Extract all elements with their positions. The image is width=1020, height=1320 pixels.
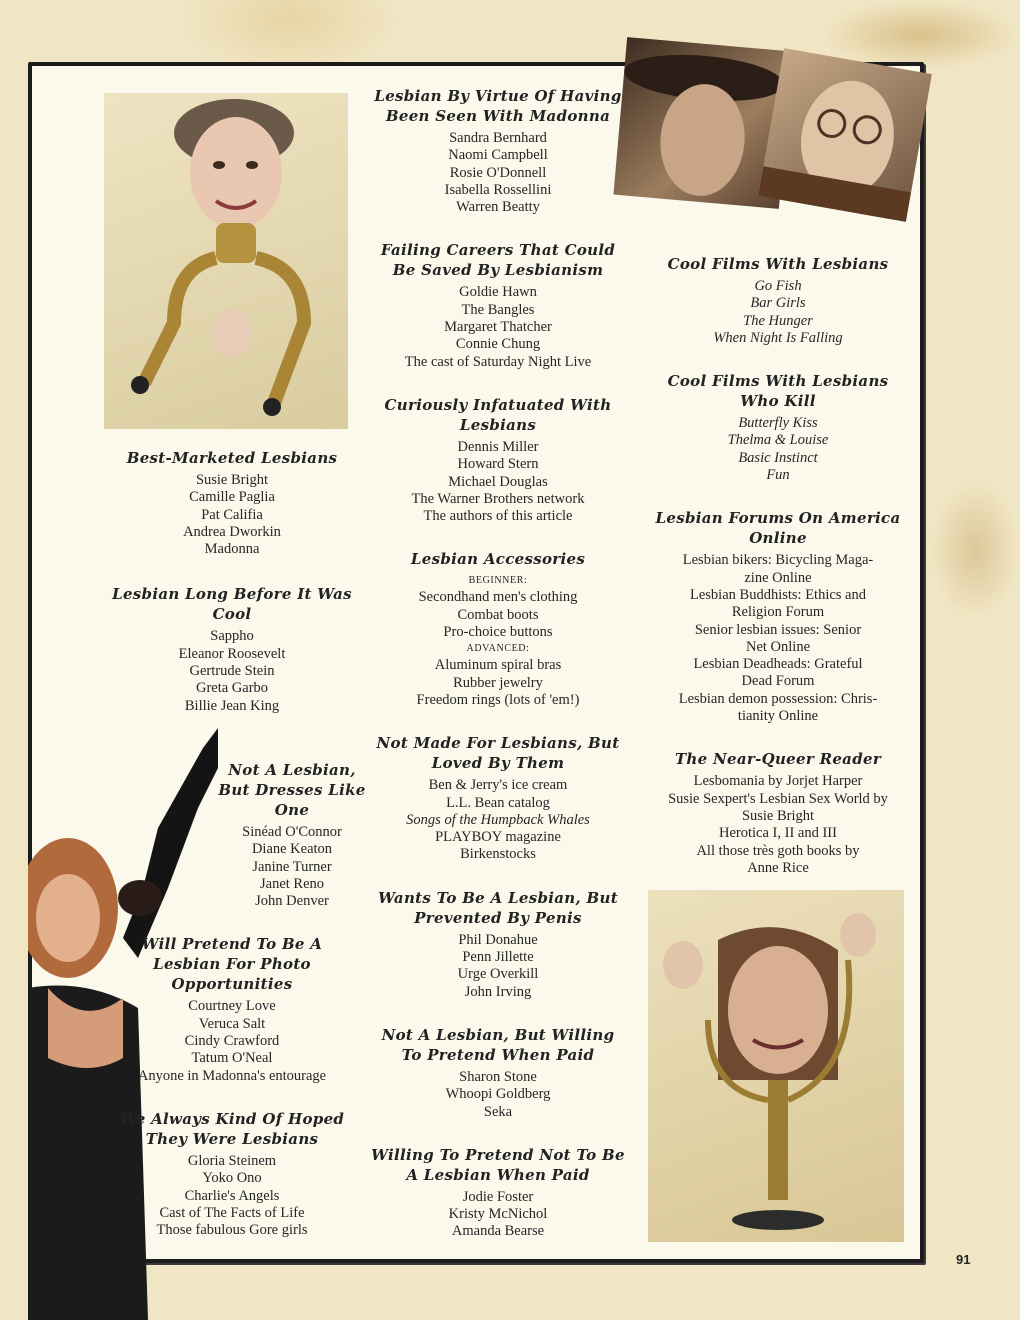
list-item: Lesbian Buddhists: Ethics and bbox=[690, 586, 866, 603]
list-item: PLAYBOY magazine bbox=[435, 829, 561, 846]
name-list bbox=[370, 130, 626, 216]
list-item: Lesbian Deadheads: Grateful bbox=[693, 656, 863, 673]
list-item: The Hunger bbox=[743, 312, 813, 329]
list-section bbox=[112, 1109, 352, 1239]
list-item: Lesbian demon possession: Chris- bbox=[678, 690, 878, 707]
list-item: Senior lesbian issues: Senior bbox=[694, 621, 862, 638]
list-item: Go Fish bbox=[754, 278, 802, 294]
middle-column bbox=[370, 86, 626, 1241]
list-item: Isabella Rossellini bbox=[444, 181, 552, 198]
list-item: Michael Douglas bbox=[448, 473, 548, 490]
list-section bbox=[112, 934, 352, 1084]
name-list bbox=[112, 628, 352, 714]
list-item: Seka bbox=[483, 1103, 513, 1120]
right-column bbox=[652, 254, 904, 877]
list-item: zine Online bbox=[744, 569, 812, 586]
list-item: Herotica I, II and III bbox=[719, 825, 837, 842]
list-item: Anyone in Madonna's entourage bbox=[137, 1067, 327, 1084]
list-section bbox=[370, 888, 626, 1001]
list-item: Pat Califia bbox=[201, 506, 263, 523]
portrait-illustration bbox=[758, 48, 932, 222]
list-section bbox=[370, 86, 626, 216]
list-item: Janine Turner bbox=[252, 858, 332, 875]
name-list bbox=[370, 1189, 626, 1241]
list-item: Goldie Hawn bbox=[459, 284, 537, 301]
collage-photo-woman-machine bbox=[104, 93, 348, 429]
photo-portrait-glasses bbox=[758, 48, 932, 222]
list-section bbox=[172, 760, 372, 910]
section-heading: Lesbian Accessories bbox=[410, 550, 586, 569]
section-heading: Will Pretend To Be A Lesbian For Photo Opportunities bbox=[141, 935, 323, 994]
list-item: Jodie Foster bbox=[462, 1188, 534, 1205]
section-heading: The Near-Queer Reader bbox=[674, 750, 882, 769]
name-list bbox=[112, 1153, 352, 1239]
list-item: Sandra Bernhard bbox=[449, 130, 547, 146]
section-heading: Wants To Be A Lesbian, But Prevented By Penis bbox=[378, 888, 618, 927]
section-heading: Not Made For Lesbians, But Loved By Them bbox=[376, 734, 620, 773]
list-item: Pro-choice buttons bbox=[443, 624, 553, 641]
list-item: Lesbian bikers: Bicycling Maga- bbox=[682, 552, 874, 569]
name-list bbox=[652, 773, 904, 877]
list-item: Amanda Bearse bbox=[451, 1223, 545, 1240]
list-item: Ben & Jerry's ice cream bbox=[428, 777, 568, 794]
section-heading: We Always Kind Of Hoped They Were Lesbians bbox=[119, 1109, 345, 1148]
list-item: BEGINNER: bbox=[468, 575, 528, 587]
section-heading: Not A Lesbian, But Dresses Like One bbox=[218, 761, 366, 819]
list-item: Howard Stern bbox=[457, 456, 539, 473]
list-item: Secondhand men's clothing bbox=[418, 589, 578, 606]
list-section bbox=[112, 584, 352, 714]
list-item: Connie Chung bbox=[455, 336, 541, 353]
list-section bbox=[370, 240, 626, 370]
name-list bbox=[112, 998, 352, 1084]
list-item: Anne Rice bbox=[747, 859, 809, 876]
list-section bbox=[652, 508, 904, 725]
list-item: Charlie's Angels bbox=[184, 1187, 280, 1204]
list-item: Phil Donahue bbox=[458, 931, 538, 948]
section-heading: Failing Careers That Could Be Saved By Lesbianism bbox=[380, 241, 616, 280]
list-item: ADVANCED: bbox=[466, 643, 530, 655]
list-item: Eleanor Roosevelt bbox=[178, 645, 286, 662]
list-item: Basic Instinct bbox=[738, 449, 818, 466]
list-item: Thelma & Louise bbox=[727, 432, 829, 449]
list-item: Rubber jewelry bbox=[453, 674, 543, 691]
list-item: The authors of this article bbox=[423, 508, 573, 525]
list-item: Greta Garbo bbox=[195, 680, 269, 697]
list-item: Kristy McNichol bbox=[448, 1206, 548, 1223]
list-item: Warren Beatty bbox=[456, 199, 540, 216]
list-section bbox=[652, 749, 904, 877]
collage-illustration bbox=[648, 890, 904, 1242]
list-item: Andrea Dworkin bbox=[183, 523, 281, 540]
section-heading: Willing To Pretend Not To Be A Lesbian When Paid bbox=[371, 1145, 625, 1184]
name-list bbox=[370, 1069, 626, 1121]
list-section bbox=[370, 549, 626, 709]
list-item: Courtney Love bbox=[188, 998, 276, 1015]
collage-illustration bbox=[104, 93, 348, 429]
list-item: Rosie O'Donnell bbox=[449, 164, 547, 181]
name-list bbox=[370, 777, 626, 863]
list-item: Net Online bbox=[745, 638, 811, 655]
collage-photo-candelabra bbox=[648, 890, 904, 1242]
list-item: The Warner Brothers network bbox=[411, 490, 585, 507]
list-item: Billie Jean King bbox=[184, 697, 280, 714]
list-item: Dead Forum bbox=[741, 673, 815, 690]
list-item: Urge Overkill bbox=[457, 966, 539, 983]
section-heading: Lesbian Forums On America Online bbox=[655, 509, 901, 548]
list-item: Fun bbox=[766, 467, 790, 484]
list-section bbox=[112, 448, 352, 558]
section-heading: Lesbian By Virtue Of Having Been Seen With Madonna bbox=[374, 87, 622, 125]
list-item: Camille Paglia bbox=[189, 489, 275, 506]
section-heading: Best-Marketed Lesbians bbox=[126, 449, 338, 467]
list-item: Diane Keaton bbox=[251, 841, 333, 858]
list-item: Gertrude Stein bbox=[189, 663, 275, 680]
list-item: Combat boots bbox=[457, 606, 539, 623]
list-item: L.L. Bean catalog bbox=[446, 794, 550, 811]
list-item: Songs of the Humpback Whales bbox=[406, 811, 590, 828]
page-number: 91 bbox=[956, 1252, 971, 1267]
list-item: The cast of Saturday Night Live bbox=[404, 353, 592, 370]
list-item: When Night Is Falling bbox=[713, 329, 843, 346]
name-list bbox=[652, 552, 904, 725]
name-list bbox=[112, 472, 352, 558]
list-section bbox=[652, 371, 904, 484]
list-item: Dennis Miller bbox=[457, 438, 539, 455]
list-item: Sinéad O'Connor bbox=[242, 824, 342, 840]
list-item: Lesbomania by Jorjet Harper bbox=[693, 773, 863, 790]
list-item: Sappho bbox=[210, 628, 254, 645]
list-section bbox=[370, 1025, 626, 1121]
list-item: Bar Girls bbox=[750, 295, 806, 312]
list-item: Madonna bbox=[204, 541, 260, 558]
list-item: Cast of The Facts of Life bbox=[159, 1204, 305, 1221]
list-item: Those fabulous Gore girls bbox=[156, 1222, 308, 1239]
name-list bbox=[370, 439, 626, 525]
list-item: Susie Sexpert's Lesbian Sex World by bbox=[668, 790, 888, 807]
list-item: All those très goth books by bbox=[696, 842, 860, 859]
list-item: Tatum O'Neal bbox=[191, 1050, 273, 1067]
left-upper-column bbox=[112, 448, 352, 715]
name-list bbox=[370, 284, 626, 370]
paper-stain bbox=[930, 480, 1020, 620]
list-item: Whoopi Goldberg bbox=[445, 1086, 551, 1103]
list-item: Janet Reno bbox=[259, 875, 325, 892]
list-item: Religion Forum bbox=[731, 604, 825, 621]
list-item: Susie Bright bbox=[195, 472, 269, 488]
list-item: Butterfly Kiss bbox=[738, 415, 818, 432]
list-item: Freedom rings (lots of 'em!) bbox=[416, 691, 580, 708]
list-item: Gloria Steinem bbox=[187, 1152, 277, 1169]
list-item: Aluminum spiral bras bbox=[434, 657, 562, 674]
list-section bbox=[370, 395, 626, 525]
list-item: Penn Jillette bbox=[462, 949, 534, 966]
list-item: Yoko Ono bbox=[202, 1170, 262, 1187]
list-item: Naomi Campbell bbox=[448, 147, 548, 164]
section-heading: Not A Lesbian, But Willing To Pretend When Paid bbox=[381, 1025, 615, 1064]
list-section bbox=[370, 733, 626, 863]
list-item: Sharon Stone bbox=[459, 1068, 537, 1085]
name-list bbox=[370, 573, 626, 709]
section-heading: Cool Films With Lesbians Who Kill bbox=[667, 372, 889, 411]
list-item: Susie Bright bbox=[741, 807, 815, 824]
list-item: The Bangles bbox=[461, 301, 535, 318]
name-list bbox=[652, 278, 904, 347]
name-list bbox=[652, 415, 904, 484]
list-item: Veruca Salt bbox=[198, 1015, 266, 1032]
list-item: tianity Online bbox=[737, 708, 819, 725]
list-item: Cindy Crawford bbox=[184, 1033, 280, 1050]
list-section bbox=[370, 1145, 626, 1241]
name-list bbox=[370, 932, 626, 1001]
list-section bbox=[652, 254, 904, 347]
list-item: Birkenstocks bbox=[460, 846, 536, 863]
list-item: John Denver bbox=[255, 893, 329, 910]
section-heading: Cool Films With Lesbians bbox=[667, 255, 889, 273]
section-heading: Curiously Infatuated With Lesbians bbox=[384, 395, 612, 434]
left-lower-column bbox=[112, 760, 366, 1239]
list-item: John Irving bbox=[464, 983, 532, 1000]
name-list bbox=[212, 824, 372, 910]
section-heading: Lesbian Long Before It Was Cool bbox=[112, 585, 352, 624]
list-item: Margaret Thatcher bbox=[444, 319, 552, 336]
